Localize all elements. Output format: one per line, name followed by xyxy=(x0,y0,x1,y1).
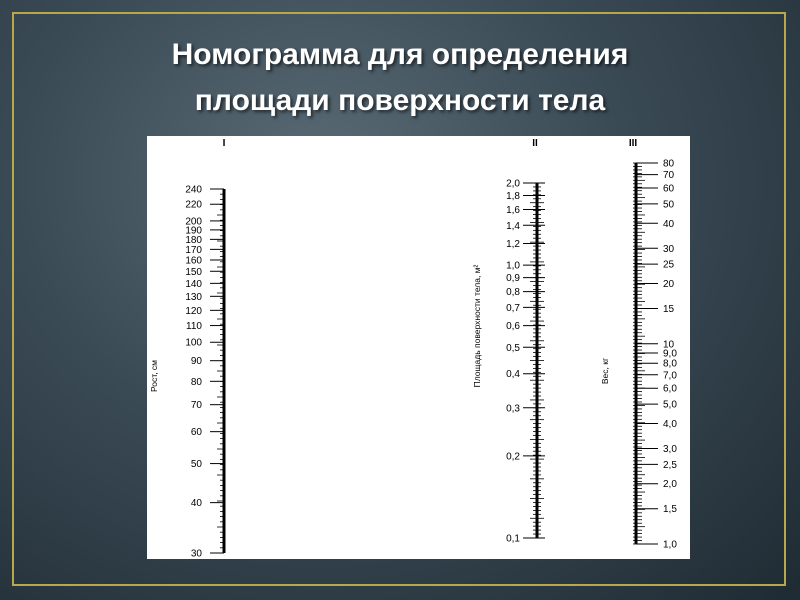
scale-III-tick-label: 60 xyxy=(663,183,675,195)
scale-III-tick-label: 50 xyxy=(663,199,675,211)
scale-III-tick-label: 40 xyxy=(663,218,675,230)
scale-I-tick-label: 180 xyxy=(185,234,202,246)
scale-I-tick-label: 220 xyxy=(185,199,202,211)
slide-title xyxy=(0,32,800,124)
scale-III-tick-label: 1,0 xyxy=(663,539,677,551)
scale-I-tick-label: 240 xyxy=(185,184,202,196)
scale-II-tick-label: 0,2 xyxy=(506,451,520,463)
scale-III-tick-label: 6,0 xyxy=(663,383,677,395)
scale-III-tick-label: 1,5 xyxy=(663,504,677,516)
scale-II-axis-label: Площадь поверхности тела, м² xyxy=(472,264,482,388)
scale-III-tick-label: 70 xyxy=(663,170,675,182)
scale-I-tick-label: 90 xyxy=(190,356,202,368)
title-line-2: площади поверхности тела xyxy=(194,84,606,117)
scale-III-roman: III xyxy=(628,138,638,149)
title-line-1: Номограмма для определения xyxy=(171,38,629,71)
scale-III-tick-label: 20 xyxy=(663,279,675,291)
scale-I-tick-label: 50 xyxy=(190,459,202,471)
scale-II-tick-label: 0,8 xyxy=(506,287,520,299)
scale-II-tick-label: 0,6 xyxy=(506,321,520,333)
scale-II-tick-label: 0,7 xyxy=(506,302,520,314)
scale-II-tick-label: 0,4 xyxy=(506,369,520,381)
scale-I-tick-label: 120 xyxy=(185,305,202,317)
scale-III-tick-label: 2,0 xyxy=(663,479,677,491)
scale-III-axis-label: Вес, кг xyxy=(600,357,610,385)
scale-III-tick-label: 9,0 xyxy=(663,348,677,360)
scale-II-tick-label: 1,6 xyxy=(506,204,520,216)
scale-II-tick-label: 0,5 xyxy=(506,342,520,354)
scale-II-tick-label: 0,9 xyxy=(506,273,520,285)
scale-I-tick-label: 190 xyxy=(185,225,202,237)
scale-III-tick-label: 30 xyxy=(663,243,675,255)
scale-I-tick-label: 70 xyxy=(190,400,202,412)
scale-II-tick-label: 1,4 xyxy=(506,220,520,232)
scale-I-tick-label: 150 xyxy=(185,266,202,278)
scale-I-tick-label: 100 xyxy=(185,337,202,349)
scale-II-tick-label: 0,1 xyxy=(506,533,520,545)
scale-I-tick-label: 40 xyxy=(190,498,202,510)
scale-I-tick-label: 110 xyxy=(186,321,202,333)
scale-II-tick-label: 1,2 xyxy=(506,239,520,251)
scale-III-tick-label: 10 xyxy=(663,339,675,351)
scale-I-tick-label: 140 xyxy=(185,278,202,290)
scale-I-tick-label: 130 xyxy=(185,291,202,303)
scale-I-tick-label: 60 xyxy=(190,427,202,439)
scale-I-tick-label: 160 xyxy=(185,255,202,267)
nomogram-panel xyxy=(147,136,690,559)
scale-III-tick-label: 8,0 xyxy=(663,358,677,370)
scale-I-tick-label: 80 xyxy=(190,376,202,388)
scale-III-tick-label: 4,0 xyxy=(663,418,677,430)
scale-III-tick-label: 15 xyxy=(663,304,675,316)
scale-III-tick-label: 2,5 xyxy=(663,459,677,471)
scale-II-tick-label: 0,3 xyxy=(506,403,520,415)
scale-I-axis-label: Рост, см xyxy=(149,359,159,393)
scale-I-tick-label: 170 xyxy=(185,244,202,256)
scale-III-tick-label: 80 xyxy=(663,158,675,170)
nomogram-figure xyxy=(147,136,690,559)
scale-II-roman: II xyxy=(532,138,538,149)
scale-III-tick-label: 3,0 xyxy=(663,443,677,455)
scale-I-tick-label: 200 xyxy=(185,216,202,228)
scale-I-tick-label: 30 xyxy=(190,548,202,559)
scale-III-tick-label: 5,0 xyxy=(663,399,677,411)
scale-III-tick-label: 25 xyxy=(663,259,675,271)
scale-III-tick-label: 7,0 xyxy=(663,370,677,382)
scale-I-roman: I xyxy=(222,138,226,149)
scale-II-tick-label: 1,0 xyxy=(506,260,520,272)
scale-II-tick-label: 2,0 xyxy=(506,178,520,190)
scale-II-tick-label: 1,8 xyxy=(506,190,520,202)
